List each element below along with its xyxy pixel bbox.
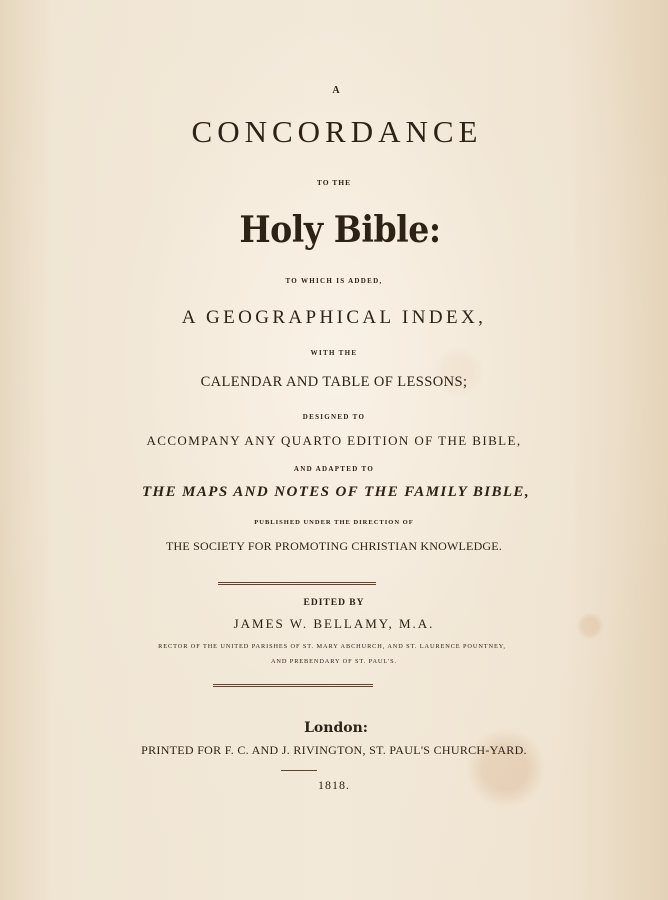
editor-name: JAMES W. BELLAMY, M.A.: [233, 616, 435, 631]
with-the-line: WITH THE: [310, 349, 358, 357]
printer-line: PRINTED FOR F. C. AND J. RIVINGTON, ST. PAUL'S CHURCH-YARD.: [141, 743, 527, 757]
society-line: THE SOCIETY FOR PROMOTING CHRISTIAN KNOWLEDGE.: [165, 539, 503, 553]
upper-double-rule: [218, 582, 376, 585]
imprint-year: 1818.: [318, 778, 350, 792]
lower-double-rule: [213, 684, 373, 687]
main-title: CONCORDANCE: [191, 114, 483, 149]
rector-line-2: AND PREBENDARY OF ST. PAUL'S.: [270, 658, 398, 665]
designed-to-line: DESIGNED TO: [302, 413, 366, 421]
to-which-added-line: TO WHICH IS ADDED,: [285, 277, 383, 285]
geographical-index-line: A GEOGRAPHICAL INDEX,: [181, 307, 487, 328]
adapted-to-line: AND ADAPTED TO: [293, 465, 375, 473]
rector-line-1: RECTOR OF THE UNITED PARISHES OF ST. MARY ABCHURCH, AND ST. LAURENCE POUNTNEY,: [158, 643, 506, 650]
edited-by-line: EDITED BY: [303, 598, 365, 608]
holy-bible-blackletter: Holy Bible:: [239, 209, 441, 251]
calendar-line: CALENDAR AND TABLE OF LESSONS;: [200, 374, 468, 390]
accompany-line: ACCOMPANY ANY QUARTO EDITION OF THE BIBLE,: [146, 433, 522, 448]
to-the-line: TO THE: [316, 178, 352, 187]
maps-notes-line: THE MAPS AND NOTES OF THE FAMILY BIBLE,: [141, 484, 530, 500]
year-rule: [281, 770, 317, 771]
title-article: A: [332, 85, 340, 96]
published-under-line: PUBLISHED UNDER THE DIRECTION OF: [254, 519, 414, 526]
imprint-city: London:: [304, 720, 368, 736]
